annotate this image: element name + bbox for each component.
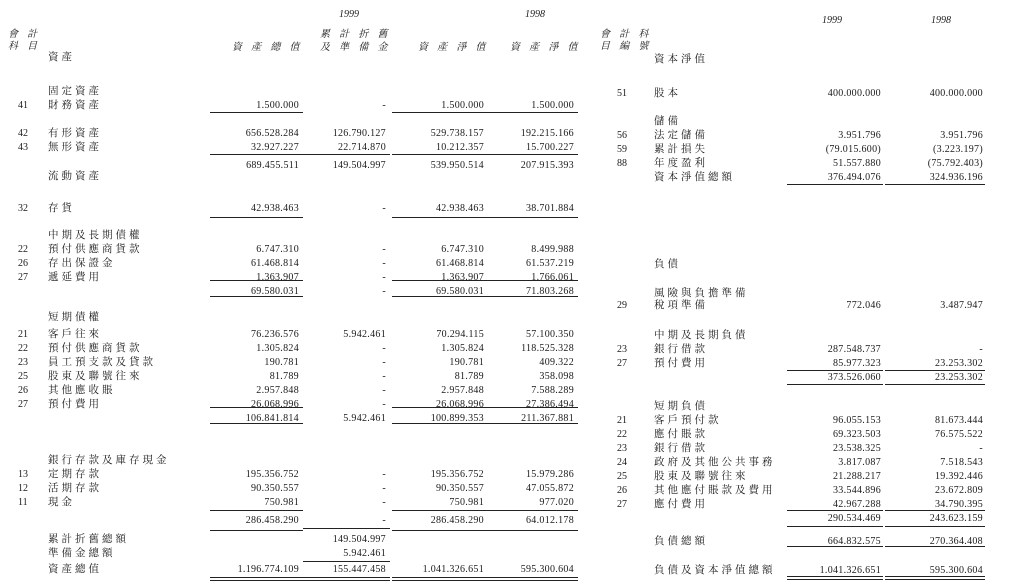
assets-title: 資產: [48, 51, 75, 63]
cell-v98: 23.253.302: [935, 372, 983, 383]
rule-v99: [787, 576, 883, 577]
cell-prev: 7.588.289: [531, 385, 574, 396]
account-code: 51: [617, 88, 627, 99]
rule-prev: [488, 530, 578, 531]
row-label: 存出保證金: [48, 257, 116, 269]
cell-net: 195.356.752: [430, 469, 484, 480]
cell-dep: 5.942.461: [343, 329, 386, 340]
cell-dep: -: [382, 343, 386, 354]
cell-net: 529.738.157: [430, 128, 484, 139]
account-code: 21: [617, 415, 627, 426]
row-label: 資本淨值總額: [654, 171, 735, 183]
row-label: 資產總值: [48, 563, 102, 575]
liab-title: 資本淨值: [654, 53, 708, 65]
cell-dep: -: [382, 385, 386, 396]
cell-v99: 21.288.217: [833, 471, 881, 482]
cell-dep: 5.942.461: [343, 548, 386, 559]
cell-gross: 26.068.996: [251, 399, 299, 410]
account-code: 56: [617, 130, 627, 141]
rule-prev: [488, 217, 578, 218]
row-label: 儲備: [654, 115, 681, 127]
cell-dep: -: [382, 244, 386, 255]
account-code: 27: [617, 358, 627, 369]
account-code: 21: [18, 329, 28, 340]
rule-net: [392, 423, 488, 424]
row-label: 中期及長期債權: [48, 229, 143, 241]
row-label: 負債總額: [654, 535, 708, 547]
rule-v98: [885, 526, 985, 527]
cell-net: 2.957.848: [441, 385, 484, 396]
cell-prev: 1.766.061: [531, 272, 574, 283]
cell-v98: 81.673.444: [935, 415, 983, 426]
cell-dep: 155.447.458: [332, 564, 386, 575]
cell-v99: 1.041.326.651: [819, 565, 881, 576]
cell-gross: 2.957.848: [256, 385, 299, 396]
account-code: 27: [18, 399, 28, 410]
row-label: 定期存款: [48, 468, 102, 480]
rule-net: [392, 530, 488, 531]
cell-net: 190.781: [449, 357, 484, 368]
account-code: 42: [18, 128, 28, 139]
cell-v98: 76.575.522: [935, 429, 983, 440]
rule-dep: [303, 528, 390, 529]
row-label: 流動資產: [48, 170, 102, 182]
cell-v98: (3.223.197): [933, 144, 983, 155]
cell-v99: 23.538.325: [833, 443, 881, 454]
row-label: 其他應付賬款及費用: [654, 484, 776, 496]
row-label: 其他應收賬: [48, 384, 116, 396]
col-dep-header-2: 及 準 備 金: [320, 42, 391, 53]
cell-prev: 57.100.350: [526, 329, 574, 340]
row-label: 中期及長期負債: [654, 329, 749, 341]
cell-prev: 192.215.166: [520, 128, 574, 139]
cell-net: 286.458.290: [430, 515, 484, 526]
cell-gross: 1.363.907: [256, 272, 299, 283]
row-label: 股東及聯號往來: [654, 470, 749, 482]
rule-v98: [885, 576, 985, 577]
row-label: 應付賬款: [654, 428, 708, 440]
cell-net: 1.305.824: [441, 343, 484, 354]
cell-dep: -: [382, 371, 386, 382]
account-code: 22: [18, 343, 28, 354]
rule-v99: [787, 526, 883, 527]
rule-prev: [488, 423, 578, 424]
row-label: 現金: [48, 496, 75, 508]
cell-dep: -: [382, 286, 386, 297]
row-label: 活期存款: [48, 482, 102, 494]
cell-prev: 211.367.881: [521, 413, 574, 424]
rule-dep: [303, 154, 390, 155]
row-label: 應付費用: [654, 498, 708, 510]
cell-gross: 42.938.463: [251, 203, 299, 214]
row-label: 客戶往來: [48, 328, 102, 340]
account-code: 26: [18, 258, 28, 269]
rule-net: [392, 580, 488, 581]
cell-prev: 15.979.286: [526, 469, 574, 480]
rule-prev: [488, 112, 578, 113]
cell-prev: 27.386.494: [526, 399, 574, 410]
row-label: 稅項準備: [654, 299, 708, 311]
rule-gross: [210, 580, 303, 581]
rule-net: [392, 112, 488, 113]
cell-gross: 32.927.227: [251, 142, 299, 153]
cell-v99: 400.000.000: [827, 88, 881, 99]
row-label: 預付費用: [654, 357, 708, 369]
account-code: 27: [617, 499, 627, 510]
rule-v98: [885, 510, 985, 511]
cell-net: 1.500.000: [441, 100, 484, 111]
rule-gross: [210, 154, 303, 155]
col-net-1999-header: 資 產 淨 值: [418, 42, 489, 53]
cell-gross: 81.789: [269, 371, 299, 382]
rule-net: [392, 154, 488, 155]
row-label: 銀行借款: [654, 442, 708, 454]
rule-dep: [303, 577, 390, 578]
row-label: 準備金總額: [48, 547, 116, 559]
account-code: 12: [18, 483, 28, 494]
cell-v98: 595.300.604: [929, 565, 983, 576]
row-label: 存貨: [48, 202, 75, 214]
rule-gross: [210, 577, 303, 578]
rule-gross: [210, 280, 303, 281]
cell-dep: -: [382, 100, 386, 111]
row-label: 預付供應商貨款: [48, 342, 143, 354]
row-label: 預付供應商貨款: [48, 243, 143, 255]
row-label: 預付費用: [48, 398, 102, 410]
cell-gross: 69.580.031: [251, 286, 299, 297]
cell-v98: 19.392.446: [935, 471, 983, 482]
cell-gross: 750.981: [264, 497, 299, 508]
rule-net: [392, 280, 488, 281]
row-label: 遞延費用: [48, 271, 102, 283]
rule-v98: [885, 184, 985, 185]
cell-v99: 287.548.737: [827, 344, 881, 355]
cell-v99: 376.494.076: [827, 172, 881, 183]
rule-prev: [488, 296, 578, 297]
rule-gross: [210, 530, 303, 531]
cell-dep: -: [382, 497, 386, 508]
rule-gross: [210, 407, 303, 408]
cell-gross: 1.196.774.109: [237, 564, 299, 575]
col-net-1998-header: 資 產 淨 值: [510, 42, 581, 53]
rule-v99: [787, 546, 883, 547]
cell-v98: 7.518.543: [940, 457, 983, 468]
rule-v99: [787, 384, 883, 385]
cell-prev: 64.012.178: [526, 515, 574, 526]
rule-prev: [488, 154, 578, 155]
rule-gross: [210, 112, 303, 113]
rule-prev: [488, 407, 578, 408]
cell-v99: 373.526.060: [827, 372, 881, 383]
cell-v98: 23.672.809: [935, 485, 983, 496]
rule-v99: [787, 370, 883, 371]
rule-prev: [488, 577, 578, 578]
cell-v98: 324.936.196: [929, 172, 983, 183]
row-label: 員工預支款及貸款: [48, 356, 156, 368]
cell-v98: -: [979, 344, 983, 355]
cell-prev: 207.915.393: [520, 160, 574, 171]
row-label: 短期債權: [48, 311, 102, 323]
cell-net: 42.938.463: [436, 203, 484, 214]
cell-gross: 190.781: [264, 357, 299, 368]
col-gross-header: 資 產 總 值: [232, 42, 303, 53]
assets-code-header-2: 科 目: [8, 41, 41, 52]
cell-net: 81.789: [454, 371, 484, 382]
cell-dep: -: [382, 258, 386, 269]
rule-gross: [210, 510, 303, 511]
row-label: 短期負債: [654, 400, 708, 412]
rule-net: [392, 407, 488, 408]
cell-v99: 290.534.469: [827, 513, 881, 524]
cell-v99: 85.977.323: [833, 358, 881, 369]
rule-prev: [488, 580, 578, 581]
cell-net: 69.580.031: [436, 286, 484, 297]
cell-dep: -: [382, 203, 386, 214]
col-dep-header-1: 累 計 折 舊: [320, 29, 391, 40]
cell-v98: 3.487.947: [940, 300, 983, 311]
rule-dep: [303, 580, 390, 581]
account-code: 27: [18, 272, 28, 283]
row-label: 固定資產: [48, 85, 102, 97]
cell-gross: 286.458.290: [245, 515, 299, 526]
cell-gross: 61.468.814: [251, 258, 299, 269]
cell-gross: 76.236.576: [251, 329, 299, 340]
cell-prev: 61.537.219: [526, 258, 574, 269]
cell-v99: 33.544.896: [833, 485, 881, 496]
liab-year-1999: 1999: [822, 15, 842, 26]
rule-v98: [885, 579, 985, 580]
cell-dep: 149.504.997: [332, 160, 386, 171]
rule-prev: [488, 280, 578, 281]
account-code: 25: [18, 371, 28, 382]
cell-gross: 195.356.752: [245, 469, 299, 480]
rule-v99: [787, 510, 883, 511]
rule-net: [392, 217, 488, 218]
cell-net: 26.068.996: [436, 399, 484, 410]
cell-v98: (75.792.403): [927, 158, 983, 169]
cell-dep: -: [382, 515, 386, 526]
account-code: 59: [617, 144, 627, 155]
row-label: 累計折舊總額: [48, 533, 129, 545]
cell-net: 61.468.814: [436, 258, 484, 269]
cell-v98: -: [979, 443, 983, 454]
cell-gross: 1.305.824: [256, 343, 299, 354]
account-code: 43: [18, 142, 28, 153]
assets-year-1998: 1998: [525, 9, 545, 20]
account-code: 13: [18, 469, 28, 480]
row-label: 銀行借款: [654, 343, 708, 355]
row-label: 累計損失: [654, 143, 708, 155]
liab-year-1998: 1998: [931, 15, 951, 26]
account-code: 23: [18, 357, 28, 368]
rule-net: [392, 510, 488, 511]
rule-net: [392, 296, 488, 297]
account-code: 23: [617, 443, 627, 454]
cell-gross: 689.455.511: [246, 160, 299, 171]
row-label: 法定儲備: [654, 129, 708, 141]
rule-v98: [885, 546, 985, 547]
rule-gross: [210, 423, 303, 424]
row-label: 客戶預付款: [654, 414, 722, 426]
cell-prev: 358.098: [539, 371, 574, 382]
cell-dep: 126.790.127: [332, 128, 386, 139]
cell-prev: 15.700.227: [526, 142, 574, 153]
cell-dep: -: [382, 272, 386, 283]
row-label: 股本: [654, 87, 681, 99]
cell-gross: 1.500.000: [256, 100, 299, 111]
cell-v99: 51.557.880: [833, 158, 881, 169]
cell-dep: 22.714.870: [338, 142, 386, 153]
cell-dep: 5.942.461: [343, 413, 386, 424]
row-label: 負債及資本淨值總額: [654, 564, 776, 576]
cell-prev: 409.322: [539, 357, 574, 368]
cell-v99: (79.015.600): [825, 144, 881, 155]
account-code: 11: [18, 497, 28, 508]
account-code: 25: [617, 471, 627, 482]
row-label: 政府及其他公共事務: [654, 456, 776, 468]
cell-gross: 656.528.284: [245, 128, 299, 139]
cell-prev: 71.803.268: [526, 286, 574, 297]
assets-code-header-1: 會 計: [8, 29, 41, 40]
cell-net: 750.981: [449, 497, 484, 508]
account-code: 26: [18, 385, 28, 396]
cell-v98: 243.623.159: [929, 513, 983, 524]
cell-prev: 38.701.884: [526, 203, 574, 214]
cell-net: 1.041.326.651: [422, 564, 484, 575]
cell-gross: 90.350.557: [251, 483, 299, 494]
row-label: 負債: [654, 258, 681, 270]
account-code: 22: [18, 244, 28, 255]
rule-prev: [488, 510, 578, 511]
cell-dep: 149.504.997: [332, 534, 386, 545]
cell-prev: 118.525.328: [521, 343, 574, 354]
rule-v98: [885, 384, 985, 385]
cell-v99: 3.951.796: [838, 130, 881, 141]
cell-v98: 34.790.395: [935, 499, 983, 510]
cell-dep: -: [382, 469, 386, 480]
rule-gross: [210, 217, 303, 218]
rule-dep: [303, 561, 390, 562]
assets-year-1999: 1999: [339, 9, 359, 20]
account-code: 26: [617, 485, 627, 496]
liab-code-header-1: 會 計 科: [600, 29, 652, 40]
rule-v98: [885, 370, 985, 371]
cell-prev: 47.055.872: [526, 483, 574, 494]
cell-gross: 106.841.814: [245, 413, 299, 424]
cell-prev: 8.499.988: [531, 244, 574, 255]
cell-v99: 96.055.153: [833, 415, 881, 426]
rule-v99: [787, 579, 883, 580]
row-label: 年度盈利: [654, 157, 708, 169]
cell-dep: -: [382, 483, 386, 494]
rule-gross: [210, 296, 303, 297]
cell-net: 6.747.310: [441, 244, 484, 255]
account-code: 88: [617, 158, 627, 169]
cell-prev: 977.020: [539, 497, 574, 508]
cell-prev: 595.300.604: [520, 564, 574, 575]
row-label: 財務資產: [48, 99, 102, 111]
cell-dep: -: [382, 357, 386, 368]
cell-net: 100.899.353: [430, 413, 484, 424]
account-code: 24: [617, 457, 627, 468]
cell-v99: 3.817.087: [838, 457, 881, 468]
row-label: 無形資產: [48, 141, 102, 153]
liab-code-header-2: 目 編 號: [600, 41, 652, 52]
cell-v98: 3.951.796: [940, 130, 983, 141]
cell-v99: 69.323.503: [833, 429, 881, 440]
account-code: 32: [18, 203, 28, 214]
cell-net: 1.363.907: [441, 272, 484, 283]
cell-net: 10.212.357: [436, 142, 484, 153]
rule-v99: [787, 184, 883, 185]
cell-v99: 772.046: [846, 300, 881, 311]
row-label: 風險與負擔準備: [654, 287, 749, 299]
cell-prev: 1.500.000: [531, 100, 574, 111]
cell-v98: 270.364.408: [929, 536, 983, 547]
account-code: 29: [617, 300, 627, 311]
row-label: 銀行存款及庫存現金: [48, 454, 170, 466]
account-code: 41: [18, 100, 28, 111]
rule-net: [392, 577, 488, 578]
cell-v99: 42.967.288: [833, 499, 881, 510]
row-label: 股東及聯號往來: [48, 370, 143, 382]
cell-net: 539.950.514: [430, 160, 484, 171]
cell-net: 90.350.557: [436, 483, 484, 494]
cell-gross: 6.747.310: [256, 244, 299, 255]
account-code: 22: [617, 429, 627, 440]
row-label: 有形資產: [48, 127, 102, 139]
cell-v98: 400.000.000: [929, 88, 983, 99]
cell-v99: 664.832.575: [827, 536, 881, 547]
cell-dep: -: [382, 399, 386, 410]
account-code: 23: [617, 344, 627, 355]
cell-net: 70.294.115: [436, 329, 484, 340]
cell-v98: 23.253.302: [935, 358, 983, 369]
